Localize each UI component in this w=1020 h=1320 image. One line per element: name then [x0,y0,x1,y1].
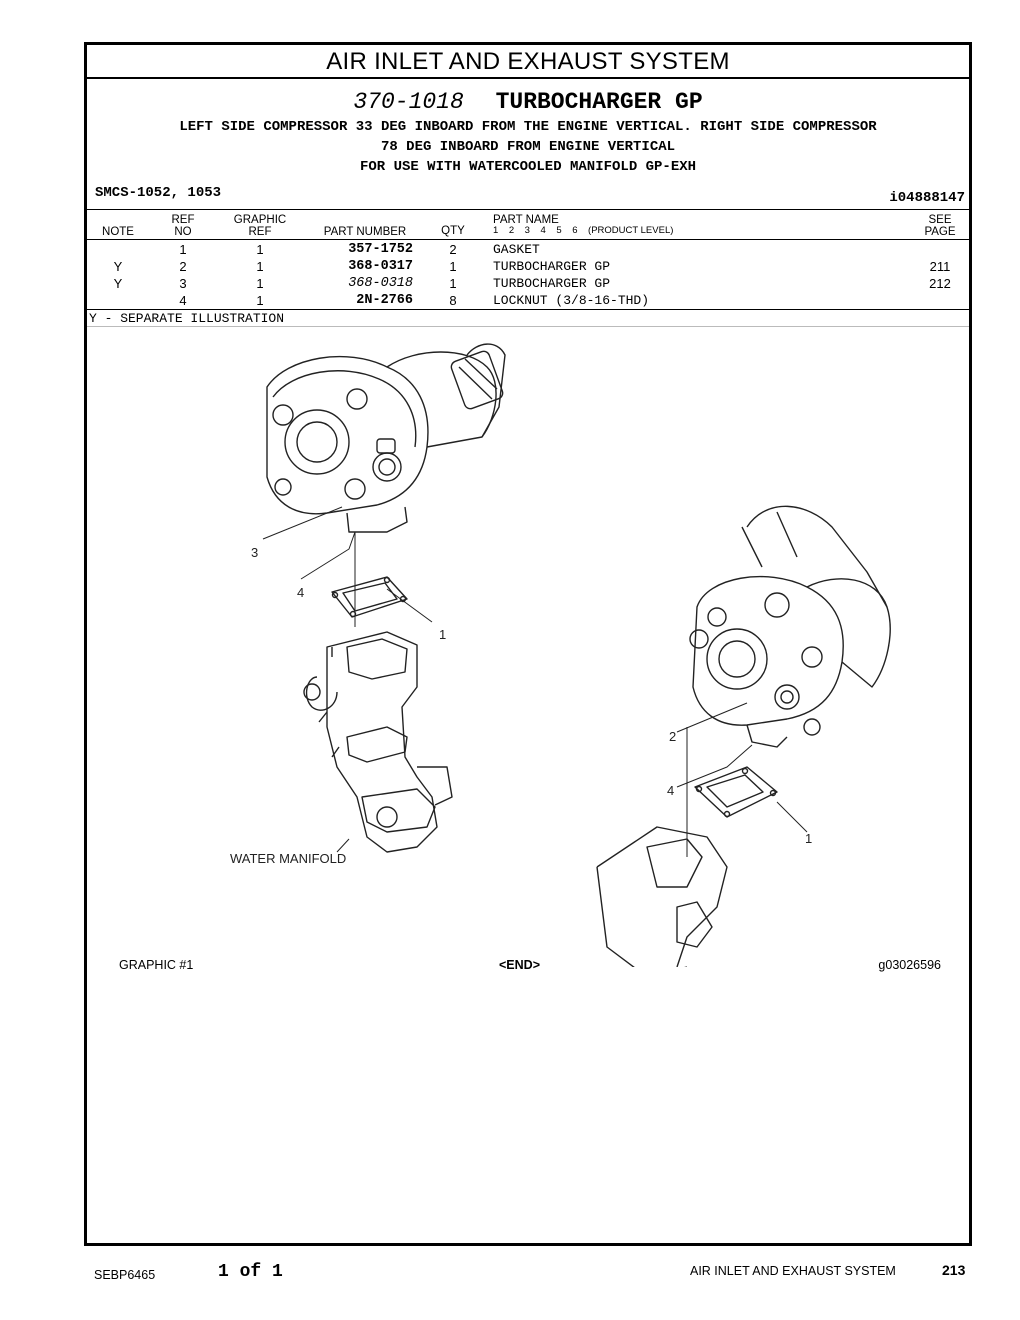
part-name: LOCKNUT (3/8-16-THD) [493,293,650,308]
part-graphic-ref: 1 [256,276,264,291]
col-qty: QTY [441,225,465,237]
part-name: TURBOCHARGER GP [493,259,611,274]
part-name: TURBOCHARGER GP [493,276,611,291]
part-ref-no: 1 [179,242,187,257]
illustration-identifier: i04888147 [889,190,965,206]
part-number-link[interactable]: 2N-2766 [356,293,413,308]
callout-right-2: 2 [669,729,677,744]
col-see-page: SEE PAGE [924,214,956,238]
end-label: <END> [499,958,540,972]
part-ref-no: 2 [179,259,187,274]
part-ref-no: 3 [179,276,187,291]
part-qty: 1 [449,276,457,291]
document-id: SEBP6465 [94,1268,156,1282]
group-number[interactable]: 370-1018 [353,89,464,115]
table-bottom-rule [87,309,969,310]
header-rule [87,239,969,240]
part-graphic-ref: 1 [256,259,264,274]
callout-left-1: 1 [439,627,447,642]
col-part-number: PART NUMBER [323,226,407,238]
part-qty: 2 [449,242,457,257]
separate-illustration-note: Y - SEPARATE ILLUSTRATION [89,311,285,326]
description-line-2: 78 DEG INBOARD FROM ENGINE VERTICAL [380,139,676,155]
group-name: TURBOCHARGER GP [495,89,703,115]
col-note: NOTE [102,226,134,238]
turbocharger-illustration [87,327,969,967]
part-note: Y [113,259,123,274]
part-see-page-link[interactable]: 211 [929,259,951,274]
part-qty: 8 [449,293,457,308]
table-top-rule [87,209,969,210]
part-see-page-link[interactable]: 212 [929,276,951,291]
callout-left-3: 3 [251,545,259,560]
part-graphic-ref: 1 [256,293,264,308]
description-line-3: FOR USE WITH WATERCOOLED MANIFOLD GP-EXH [359,159,697,175]
callout-left-4: 4 [297,585,305,600]
callout-right-1: 1 [805,831,813,846]
part-number-link[interactable]: 368-0317 [348,259,413,274]
graphic-label: GRAPHIC #1 [119,958,194,972]
page-number: 213 [942,1262,966,1278]
part-name: GASKET [493,242,540,257]
part-number-link[interactable]: 357-1752 [348,242,413,257]
col-ref-no: REF NO [171,214,195,238]
part-ref-no: 4 [179,293,187,308]
callout-right-4: 4 [667,783,675,798]
col-part-name: PART NAME [493,214,559,226]
graphic-id: g03026596 [878,958,941,972]
part-qty: 1 [449,259,457,274]
page-of: 1 of 1 [218,1262,283,1282]
part-graphic-ref: 1 [256,242,264,257]
part-note: Y [113,276,123,291]
description-line-1: LEFT SIDE COMPRESSOR 33 DEG INBOARD FROM THE ENGINE VERTICAL. RIGHT SIDE COMPRESSOR [179,119,877,135]
right-turbocharger-drawing [597,506,890,967]
part-number-link[interactable]: 368-0318 [348,276,413,291]
page-frame [84,42,972,1246]
col-graphic-ref: GRAPHIC REF [233,214,287,238]
system-title: AIR INLET AND EXHAUST SYSTEM [87,45,969,79]
smcs-codes: SMCS-1052, 1053 [95,185,222,201]
col-product-level: 1 2 3 4 5 6 (PRODUCT LEVEL) [493,225,674,236]
footer-section: AIR INLET AND EXHAUST SYSTEM [690,1264,896,1278]
water-manifold-label: WATER MANIFOLD [230,851,347,866]
group-heading [87,89,969,115]
